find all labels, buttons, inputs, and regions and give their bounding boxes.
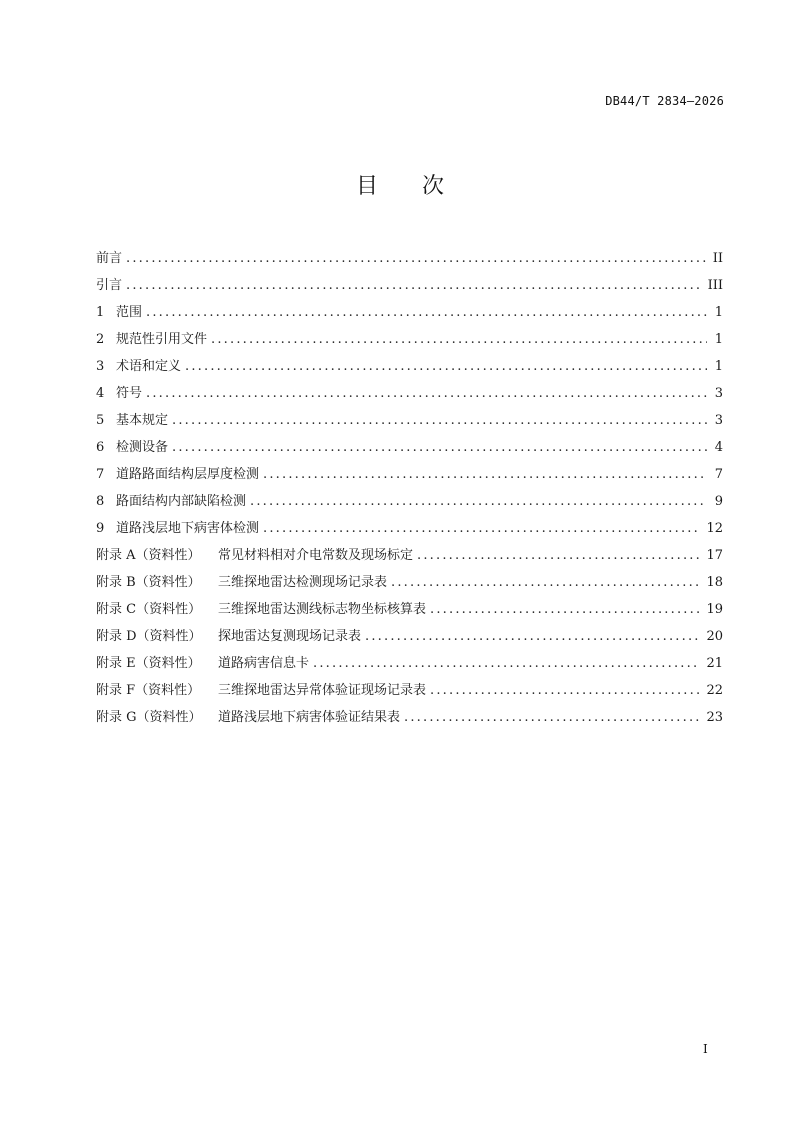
toc-entry-number: 8 xyxy=(96,494,105,509)
toc-entry-page: 12 xyxy=(706,521,723,536)
toc-title-char-2: 次 xyxy=(422,174,445,199)
toc-leader-dots xyxy=(430,683,700,699)
toc-entry-page: 1 xyxy=(714,359,723,374)
toc-leader-dots xyxy=(313,656,700,672)
toc-entry-number: 1 xyxy=(96,305,105,320)
toc-leader-dots xyxy=(172,440,707,456)
toc-entry-label: 路面结构内部缺陷检测 xyxy=(116,494,247,509)
toc-leader-dots xyxy=(391,575,700,591)
toc-list xyxy=(96,240,723,726)
toc-entry-label: 三维探地雷达异常体验证现场记录表 xyxy=(218,683,427,698)
toc-entry-appendix-e[interactable] xyxy=(96,645,723,672)
page-number: I xyxy=(703,1042,708,1056)
toc-entry-label: 检测设备 xyxy=(116,440,169,455)
toc-appendix-tag: 附录 E（资料性） xyxy=(96,656,201,671)
toc-entry-page: 20 xyxy=(706,629,723,644)
toc-title xyxy=(0,169,800,200)
toc-entry-page: 21 xyxy=(706,656,723,671)
toc-entry-label: 规范性引用文件 xyxy=(116,332,208,347)
toc-title-char-1: 目 xyxy=(355,174,378,199)
toc-entry-chapter-3[interactable] xyxy=(96,348,723,375)
toc-leader-dots xyxy=(404,710,700,726)
toc-appendix-tag: 附录 G（资料性） xyxy=(96,710,202,725)
toc-appendix-tag: 附录 B（资料性） xyxy=(96,575,201,590)
toc-entry-chapter-4[interactable] xyxy=(96,375,723,402)
toc-entry-page: 17 xyxy=(706,548,723,563)
toc-entry-label: 道路病害信息卡 xyxy=(218,656,310,671)
toc-entry-page: 23 xyxy=(706,710,723,725)
toc-leader-dots xyxy=(146,305,707,321)
toc-entry-chapter-7[interactable] xyxy=(96,456,723,483)
toc-entry-page: 18 xyxy=(706,575,723,590)
toc-entry-page: II xyxy=(712,251,723,266)
toc-entry-page: 3 xyxy=(714,413,723,428)
toc-entry-page: 7 xyxy=(714,467,723,482)
toc-entry-label: 三维探地雷达测线标志物坐标核算表 xyxy=(218,602,427,617)
toc-entry-appendix-a[interactable] xyxy=(96,537,723,564)
toc-entry-label: 基本规定 xyxy=(116,413,169,428)
toc-leader-dots xyxy=(126,278,702,294)
toc-entry-number: 5 xyxy=(96,413,105,428)
toc-entry-chapter-1[interactable] xyxy=(96,294,723,321)
toc-entry-page: 9 xyxy=(714,494,723,509)
toc-entry-number: 3 xyxy=(96,359,105,374)
toc-entry-appendix-c[interactable] xyxy=(96,591,723,618)
toc-entry-label: 常见材料相对介电常数及现场标定 xyxy=(218,548,414,563)
toc-entry-page: 22 xyxy=(706,683,723,698)
toc-leader-dots xyxy=(430,602,700,618)
toc-entry-page: 3 xyxy=(714,386,723,401)
toc-entry-label: 三维探地雷达检测现场记录表 xyxy=(218,575,388,590)
toc-entry-appendix-f[interactable] xyxy=(96,672,723,699)
toc-entry-chapter-9[interactable] xyxy=(96,510,723,537)
toc-appendix-tag: 附录 D（资料性） xyxy=(96,629,202,644)
toc-appendix-tag: 附录 C（资料性） xyxy=(96,602,202,617)
toc-entry-label: 符号 xyxy=(116,386,143,401)
document-code: DB44/T 2834—2026 xyxy=(605,94,724,108)
toc-entry-chapter-5[interactable] xyxy=(96,402,723,429)
toc-entry-chapter-2[interactable] xyxy=(96,321,723,348)
toc-leader-dots xyxy=(126,251,707,267)
toc-entry-number: 6 xyxy=(96,440,105,455)
toc-entry-page: 1 xyxy=(714,305,723,320)
toc-entry-page: 1 xyxy=(714,332,723,347)
toc-leader-dots xyxy=(146,386,707,402)
toc-appendix-tag: 附录 F（资料性） xyxy=(96,683,201,698)
toc-leader-dots xyxy=(263,467,707,483)
toc-entry-label: 范围 xyxy=(116,305,143,320)
toc-appendix-tag: 附录 A（资料性） xyxy=(96,548,201,563)
toc-entry-page: III xyxy=(707,278,723,293)
toc-leader-dots xyxy=(185,359,707,375)
toc-entry-chapter-6[interactable] xyxy=(96,429,723,456)
toc-entry-number: 9 xyxy=(96,521,105,536)
toc-entry-page: 19 xyxy=(706,602,723,617)
toc-leader-dots xyxy=(211,332,707,348)
toc-entry-label: 道路浅层地下病害体检测 xyxy=(116,521,260,536)
toc-entry-label: 引言 xyxy=(96,278,123,293)
toc-entry-label: 道路浅层地下病害体验证结果表 xyxy=(218,710,401,725)
toc-entry-chapter-8[interactable] xyxy=(96,483,723,510)
toc-entry-number: 7 xyxy=(96,467,105,482)
toc-entry-label: 道路路面结构层厚度检测 xyxy=(116,467,260,482)
toc-entry-label: 术语和定义 xyxy=(116,359,182,374)
toc-leader-dots xyxy=(263,521,700,537)
toc-leader-dots xyxy=(250,494,707,510)
toc-entry-appendix-g[interactable] xyxy=(96,699,723,726)
toc-entry-appendix-b[interactable] xyxy=(96,564,723,591)
toc-leader-dots xyxy=(417,548,700,564)
toc-leader-dots xyxy=(172,413,707,429)
toc-entry-foreword[interactable] xyxy=(96,240,723,267)
toc-entry-page: 4 xyxy=(714,440,723,455)
toc-leader-dots xyxy=(365,629,700,645)
toc-entry-appendix-d[interactable] xyxy=(96,618,723,645)
toc-entry-number: 2 xyxy=(96,332,105,347)
toc-entry-introduction[interactable] xyxy=(96,267,723,294)
toc-entry-label: 探地雷达复测现场记录表 xyxy=(218,629,362,644)
toc-entry-label: 前言 xyxy=(96,251,123,266)
toc-entry-number: 4 xyxy=(96,386,105,401)
